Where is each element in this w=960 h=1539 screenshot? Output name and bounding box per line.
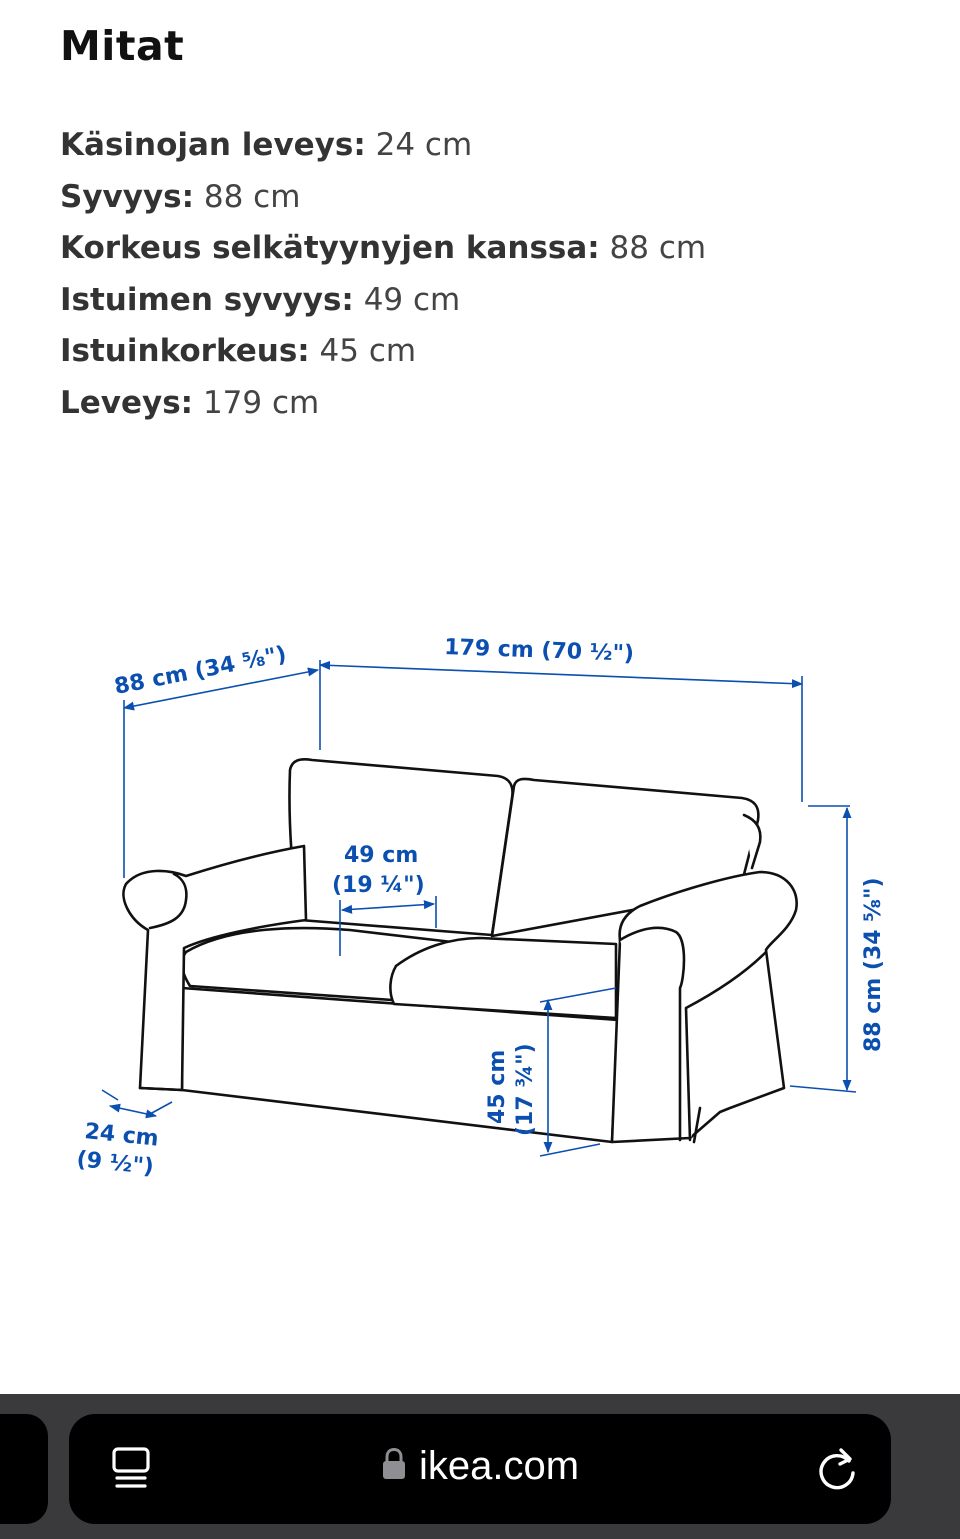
width-dimension-label: 179 cm (70 ½") bbox=[443, 635, 635, 667]
spec-label: Leveys: bbox=[60, 384, 194, 421]
dimension-list bbox=[60, 120, 706, 430]
spec-row-depth bbox=[60, 172, 706, 224]
seat-depth-in-label: (19 ¼") bbox=[332, 873, 425, 898]
spec-label: Korkeus selkätyynyjen kanssa: bbox=[60, 230, 600, 267]
spec-row-armrest-width bbox=[60, 120, 706, 172]
arm-width-cm-label: 24 cm bbox=[83, 1119, 160, 1152]
height-dimension-label: 88 cm (34 ⅝") bbox=[861, 877, 886, 1052]
browser-bottom-toolbar bbox=[0, 1394, 960, 1539]
address-bar[interactable] bbox=[69, 1414, 891, 1524]
spec-value: 45 cm bbox=[319, 333, 417, 370]
url-text: ikea.com bbox=[418, 1444, 580, 1488]
sofa-dimension-drawing bbox=[0, 600, 960, 1220]
spec-label: Syvyys: bbox=[60, 178, 195, 215]
reload-icon[interactable] bbox=[815, 1445, 859, 1491]
spec-row-width bbox=[60, 378, 706, 430]
lock-icon bbox=[381, 1448, 407, 1480]
spec-row-seat-depth bbox=[60, 275, 706, 327]
spec-row-height-with-back-cushions bbox=[60, 223, 706, 275]
seat-height-in-label: (17 ¾") bbox=[513, 1043, 538, 1136]
url-display[interactable] bbox=[69, 1444, 891, 1489]
seat-depth-cm-label: 49 cm bbox=[344, 843, 419, 868]
spec-value: 88 cm bbox=[203, 178, 301, 215]
spec-value: 88 cm bbox=[609, 230, 707, 267]
spec-value: 179 cm bbox=[202, 384, 320, 421]
spec-label: Istuimen syvyys: bbox=[60, 281, 354, 318]
spec-row-seat-height bbox=[60, 326, 706, 378]
seat-height-cm-label: 45 cm bbox=[485, 1049, 510, 1124]
spec-label: Istuinkorkeus: bbox=[60, 333, 310, 370]
spec-value: 24 cm bbox=[375, 127, 473, 163]
depth-dimension-label: 88 cm (34 ⅝") bbox=[112, 642, 289, 700]
spec-value: 49 cm bbox=[363, 281, 461, 318]
previous-tab-preview[interactable] bbox=[0, 1414, 48, 1524]
sofa-outline bbox=[123, 759, 796, 1142]
page-title: Mitat bbox=[60, 22, 185, 70]
arm-width-in-label: (9 ½") bbox=[75, 1147, 155, 1181]
spec-label: Käsinojan leveys: bbox=[60, 127, 366, 163]
